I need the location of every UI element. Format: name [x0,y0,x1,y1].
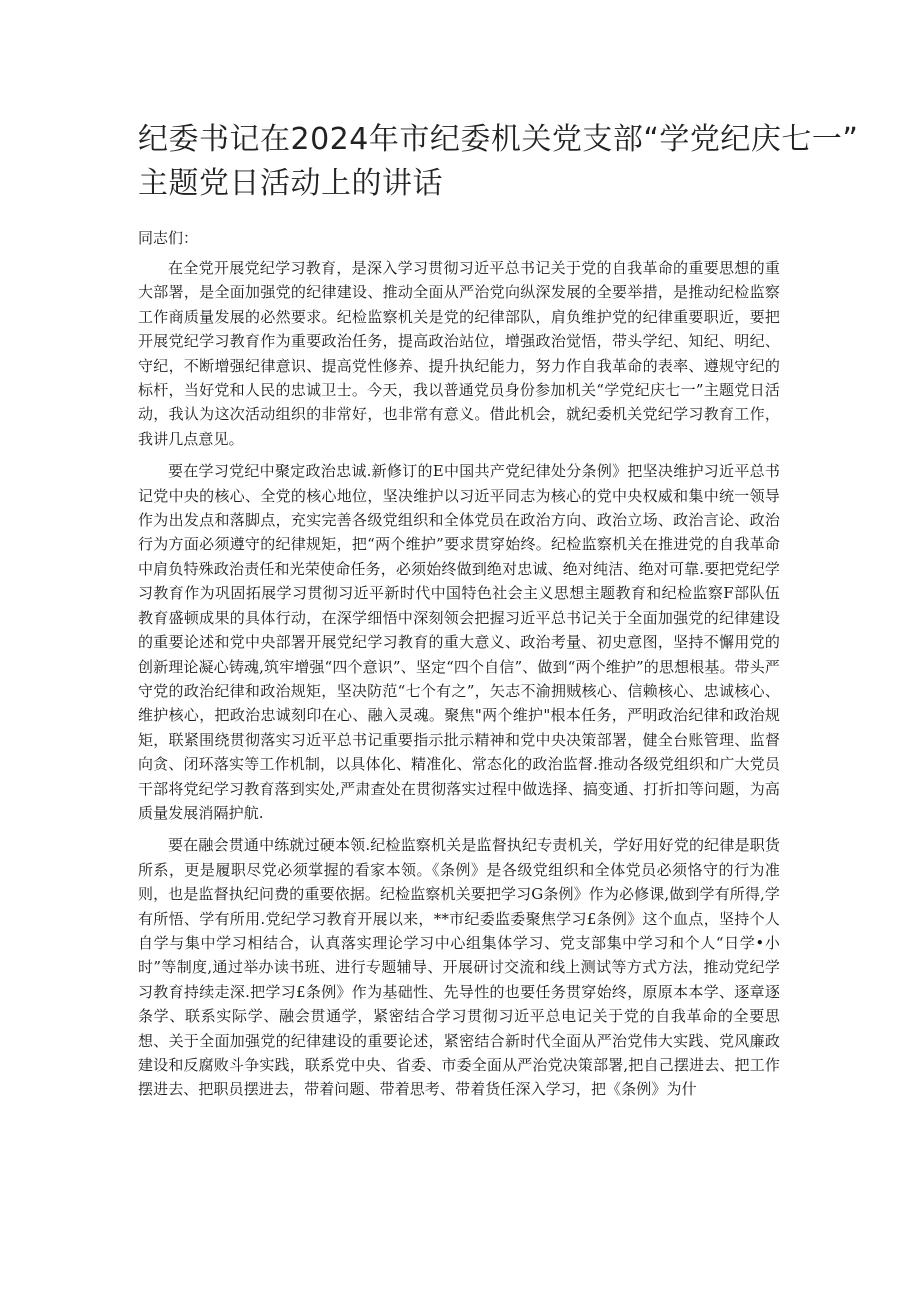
salutation: 同志们： [138,229,199,247]
title-line-1: 纪委书记在2024年市纪委机关党支部“学党纪庆七一” [138,122,859,157]
title-line-2: 主题党日活动上的讲话 [138,166,443,201]
paragraph-2: 要在学习党纪中聚定政治忠诚.新修订的E中国共产党纪律处分条例》把坚决维护习近平总书记党中央的核心、全党的核心地位，坚决维护以习近平同志为核心的党中央权威和集中统一领导作为出发点和落脚点，充实完善各级党组织和全体党员在政治方向、政治立场、政治言论、政治行为方面必须遵守的纪律规矩，把“两个维护”要求贯穿始终。纪检监察机关在推进党的自我革命中肩负特殊政治责任和光荣使命任务，必须始终做到绝对忠诚、绝对纯洁、绝对可靠.要把党纪学习教育作为巩固拓展学习贯彻习近平新时代中国特色社会主义思想主题教育和纪检监察F部队伍教育盛顿成果的具体行动，在深学细悟中深刻领会把握习近平总书记关于全面加强党的纪律建设的重要论述和党中央部署开展党纪学习教育的重大意义、政治考量、初史意图，坚持不懈用党的创新理论凝心铸魂,筑牢增强“四个意识”、坚定“四个自信”、做到“两个维护”的思想根基。带头严守党的政治纪律和政治规矩，坚决防范“七个有之”，矢志不渝拥贼核心、信赖核心、忠诚核心、维护核心，把政治忠诚刻印在心、融入灵魂。聚焦"两个维护"根本任务，严明政治纪律和政治规矩，联紧围绕贯彻落实习近平总书记重要指示批示精神和党中央决策部署，健全台账管理、监督向贪、闭环落实等工作机制，以具体化、精准化、常态化的政治监督.推动各级党组织和广大党员干部将党纪学习教育落到实处,严肃查处在贯彻落实过程中做选择、搞变通、打折扣等问题，为高质量发展消隔护航. [138,462,780,822]
paragraph-3: 要在融会贯通中练就过硬本领.纪检监察机关是监督执纪专责机关，学好用好党的纪律是职货所系，更是履职尽党必须掌握的看家本领。《条例》是各级党组织和全体党员必须恪守的行为准则，也是监督执纪问费的重要依据。纪检监察机关要把学习G条例》作为必修课,做到学有所得,学有所悟、学有所用.党纪学习教育开展以来，**市纪委监委聚焦学习£条例》这个血点，坚持个人自学与集中学习相结合，认真落实理论学习中心组集体学习、党支部集中学习和个人“日学•小时”等制度,通过举办读书班、进行专题辅导、开展研讨交流和线上测试等方式方法，推动党纪学习教育持续走深.把学习£条例》作为基础性、先导性的也要任务贯穿始终，原原本本学、逐章逐条学、联系实际学、融会贯通学，紧密结合学习贯彻习近平总电记关于党的自我革命的全要思想、关于全面加强党的纪律建设的重要论述，紧密结合新时代全面从严治党伟大实践、党风廉政建设和反腐败斗争实践，联系党中央、省委、市委全面从严治党决策部署,把自己摆进去、把工作摆进去、把职员摆进去，带着问题、带着思考、带着货任深入学习，把《条例》为什 [138,836,780,1099]
document-body [138,118,859,1110]
paragraph-1: 在全党开展党纪学习教育，是深入学习贯彻习近平总书记关于党的自我革命的重要思想的重大部署，是全面加强党的纪律建设、推动全面从严治党向纵深发展的全要举措，是推动纪检监察工作商质量发展的必然要求。纪检监察机关是党的纪律部队，肩负维护党的纪律重要职近，要把开展党纪学习教育作为重要政治任务，提高政治站位，增强政治觉悟，带头学纪、知纪、明纪、守纪，不断增强纪律意识、提高党性修养、提升执纪能力，努力作自我革命的表率、遵规守纪的标杆，当好党和人民的忠诚卫士。今天，我以普通党员身份参加机关“学党纪庆七一”主题党日活动，我认为这次活动组织的非常好，也非常有意义。借此机会，就纪委机关党纪学习教育工作，我讲几点意见。 [138,259,780,448]
page-title [138,118,859,206]
